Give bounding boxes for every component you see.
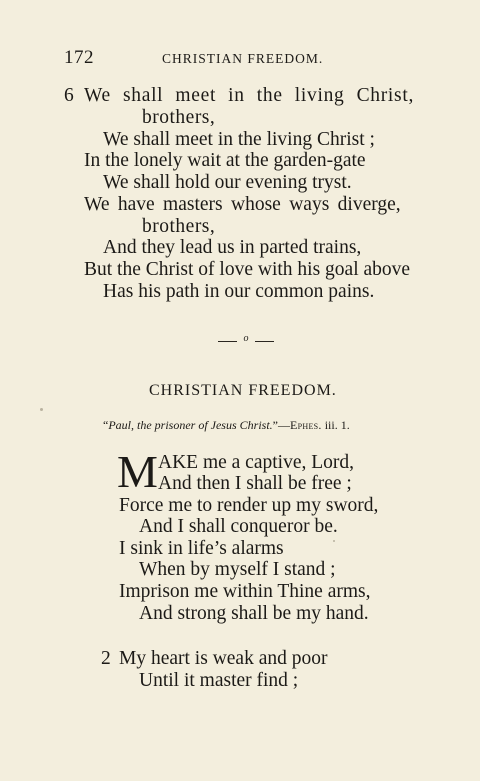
verse-line: We shall hold our evening tryst. [103, 172, 352, 193]
divider-rule-left [218, 341, 237, 342]
verse-line: We shall meet in the living Christ ; [103, 129, 375, 150]
verse-line: And strong shall be my hand. [139, 603, 369, 624]
running-title: CHRISTIAN FREEDOM. [162, 51, 324, 66]
verse-line: I sink in life’s alarms [119, 538, 284, 559]
verse-line: And they lead us in parted trains, [103, 237, 362, 258]
drop-cap: M [117, 446, 157, 497]
verse-line: AKE me a captive, Lord, [158, 452, 355, 473]
running-head [64, 47, 404, 69]
divider-ornament: o [243, 333, 249, 344]
verse-line: Until it master find ; [139, 670, 299, 691]
epigraph-close-quote: ”— [272, 418, 290, 432]
verse-line: brothers, [142, 216, 216, 237]
stanza-number: 6 [64, 85, 74, 106]
epigraph [103, 418, 350, 433]
verse-line: When by myself I stand ; [139, 559, 336, 580]
verse-line: My heart is weak and poor [119, 648, 328, 669]
verse-line: And I shall conqueror be. [139, 516, 338, 537]
verse-line: Imprison me within Thine arms, [119, 581, 371, 602]
verse-line: But the Christ of love with his goal above [84, 259, 411, 280]
paper-speck [333, 540, 335, 542]
paper-speck [40, 408, 43, 411]
verse-line: Force me to render up my sword, [119, 495, 379, 516]
verse-line: We shall meet in the living Christ, [84, 85, 415, 106]
divider-rule-right [255, 341, 274, 342]
verse-line: And then I shall be free ; [158, 473, 352, 494]
verse-line: brothers, [142, 107, 216, 128]
page-number: 172 [64, 47, 94, 68]
epigraph-quote: Paul, the prisoner of Jesus Christ. [108, 418, 273, 432]
verse-line: Has his path in our common pains. [103, 281, 375, 302]
hymn-title: CHRISTIAN FREEDOM. [149, 382, 337, 399]
epigraph-open-quote: “ [103, 418, 109, 432]
epigraph-reference: Ephes. [290, 418, 322, 432]
stanza-number: 2 [101, 648, 111, 669]
verse-line: In the lonely wait at the garden-gate [84, 150, 366, 171]
verse-line: We have masters whose ways diverge, [84, 194, 401, 215]
epigraph-reference-tail: iii. 1. [321, 418, 350, 432]
section-divider [218, 334, 274, 348]
